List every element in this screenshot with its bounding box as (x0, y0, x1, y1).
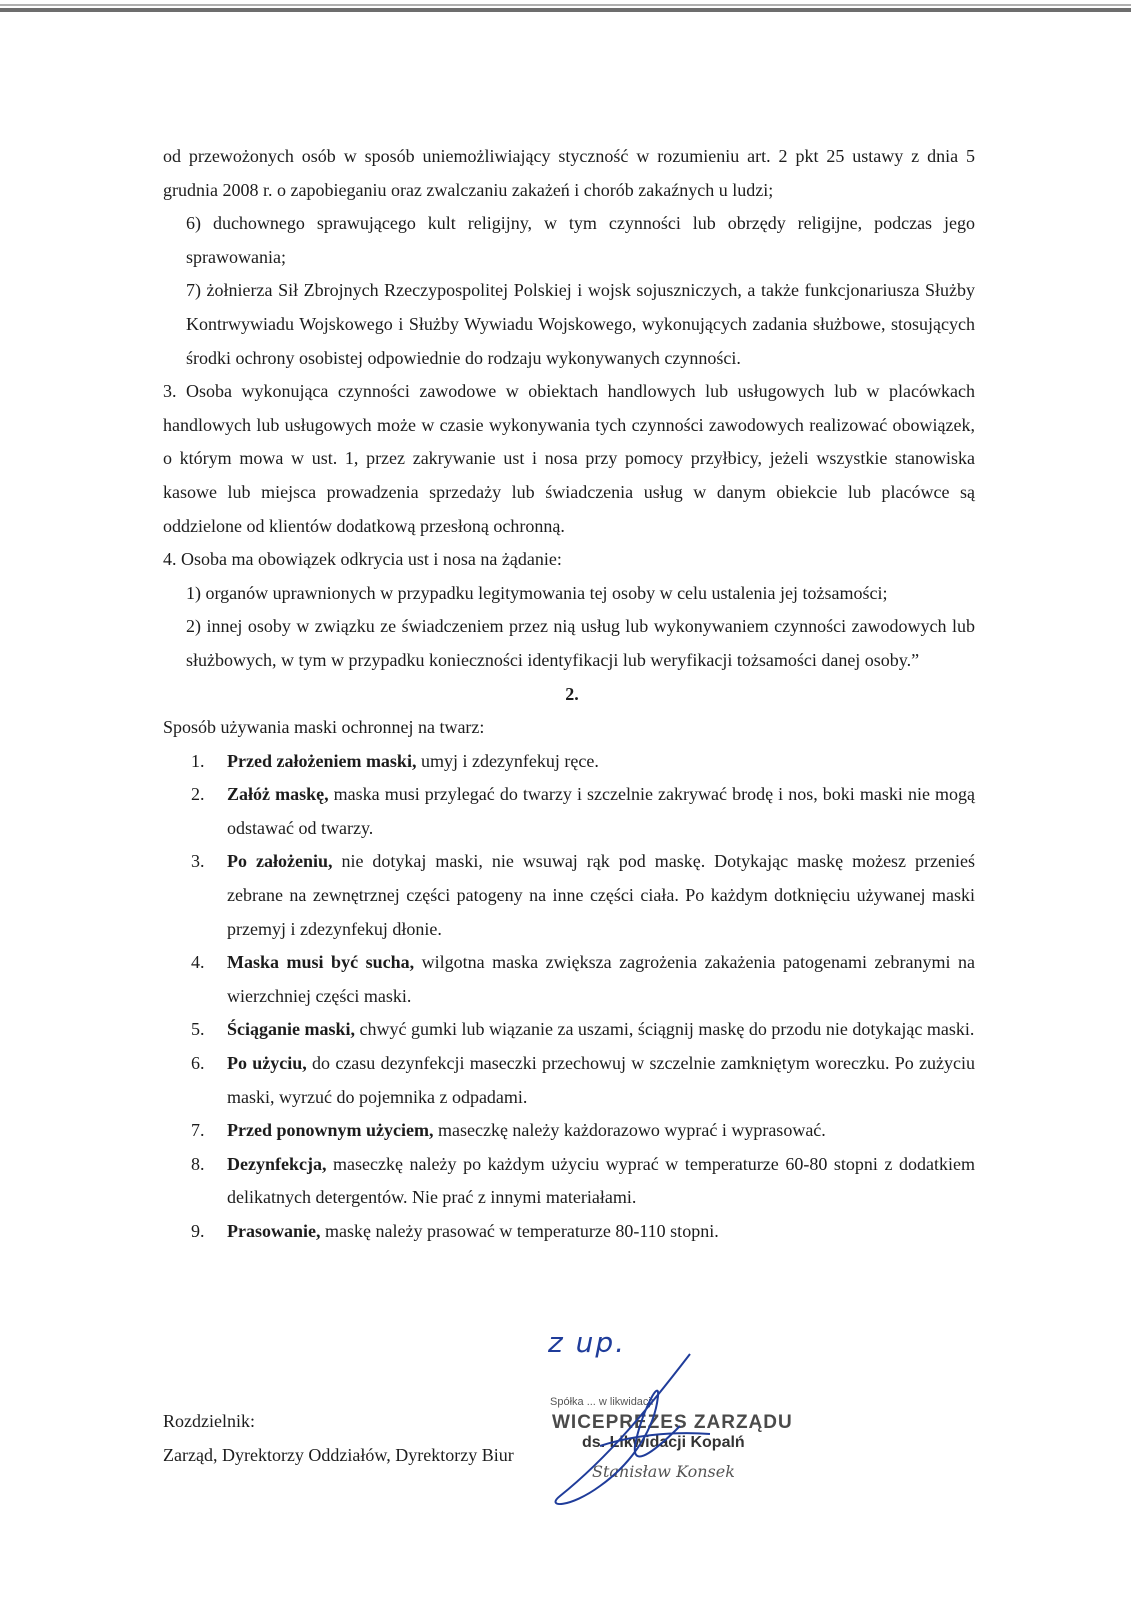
handwritten-note: z up. (548, 1326, 627, 1359)
distribution-block (163, 1404, 514, 1472)
signature-stamp (548, 1326, 808, 1516)
list-item (163, 1148, 975, 1215)
list-item-number: 4. (191, 952, 205, 973)
list-item-bold: Po założeniu, (227, 851, 333, 872)
list-item-bold: Dezynfekcja, (227, 1153, 327, 1174)
distribution-label: Rozdzielnik: (163, 1411, 255, 1431)
list-item-number: 7. (191, 1120, 205, 1141)
list-item-text: do czasu dezynfekcji maseczki przechowuj w szczelnie zamkniętym woreczku. Po zużyciu maski, wyrzuć do pojemnika z odpadami. (227, 1053, 976, 1107)
list-item (163, 745, 975, 779)
list-item-number: 6. (191, 1053, 205, 1074)
paragraph-item-7: 7) żołnierza Sił Zbrojnych Rzeczypospolitej Polskiej i wojsk sojuszniczych, a także funkcjonariusza Służby Kontrwywiadu Wojskowego i Służby Wywiadu Wojskowego, wykonujących zadania służbowe, stosujących środki ochrony osobistej odpowiednie do rodzaju wykonywanych czynności. (186, 280, 975, 368)
section-number: 2. (565, 683, 579, 704)
stamp-company-line: Spółka ... w likwidacji (550, 1396, 654, 1408)
list-item-bold: Prasowanie, (227, 1221, 321, 1241)
list-item-number: 2. (191, 784, 205, 805)
mask-instructions-list (163, 745, 975, 1249)
list-item-bold: Po użyciu, (227, 1053, 307, 1074)
list-item-bold: Przed ponownym użyciem, (227, 1120, 434, 1141)
section-heading: Sposób używania maski ochronnej na twarz: (163, 717, 485, 738)
list-item (163, 1013, 975, 1047)
list-item-number: 5. (191, 1019, 205, 1040)
list-item (163, 1114, 975, 1148)
list-item-text: umyj i zdezynfekuj ręce. (416, 750, 599, 771)
list-item (163, 1047, 975, 1114)
list-item-bold: Maska musi być sucha, (227, 952, 415, 973)
paragraph-section-4-item-2: 2) innej osoby w związku ze świadczeniem przez nią usług lub wykonywaniem czynności zawodowych lub służbowych, w tym w przypadku konieczności identyfikacji lub weryfikacji tożsamości danej osoby.” (186, 616, 975, 670)
list-item-text: maskę należy prasować w temperaturze 80-110 stopni. (320, 1221, 719, 1241)
list-item-text: wilgotna maska zwiększa zagrożenia zakażenia patogenami zebranymi na wierzchniej części maski. (227, 952, 975, 1006)
paragraph-section-4: 4. Osoba ma obowiązek odkrycia ust i nosa na żądanie: (163, 549, 562, 570)
paragraph-section-3: 3. Osoba wykonująca czynności zawodowe w obiektach handlowych lub usługowych lub w placówkach handlowych lub usługowych może w czasie wykonywania tych czynności zawodowych realizować obowiązek, o którym mowa w ust. 1, przez zakrywanie ust i nosa przy pomocy przyłbicy, jeżeli wszystkie stanowiska kasowe lub miejsca prowadzenia sprzedaży lub świadczenia usług w danym obiekcie lub placówce są oddzielone od klientów dodatkową przesłoną ochronną. (163, 381, 975, 536)
list-item-number: 1. (191, 750, 205, 771)
scan-edge-light (0, 4, 1131, 6)
list-item-bold: Przed założeniem maski, (227, 750, 417, 771)
paragraph-section-4-item-1: 1) organów uprawnionych w przypadku legitymowania tej osoby w celu ustalenia jej tożsamości; (186, 582, 888, 603)
list-item-bold: Załóż maskę, (227, 784, 329, 805)
list-item (163, 1215, 975, 1249)
list-item-text: chwyć gumki lub wiązanie za uszami, ściągnij maskę do przodu nie dotykając maski. (355, 1019, 975, 1040)
list-item-text: nie dotykaj maski, nie wsuwaj rąk pod maskę. Dotykając maskę możesz przenieś zebrane na zewnętrznej części patogeny na inne części ciała. Po każdym dotknięciu używanej maski przemyj i zdezynfekuj dłonie. (227, 851, 975, 939)
paragraph-continuation: od przewożonych osób w sposób uniemożliwiający styczność w rozumieniu art. 2 pkt 25 ustawy z dnia 5 grudnia 2008 r. o zapobieganiu oraz zwalczaniu zakażeń i chorób zakaźnych u ludzi; (163, 146, 975, 200)
list-item-number: 9. (191, 1221, 205, 1241)
list-item (163, 778, 975, 845)
stamp-name-line: Stanisław Konsek (592, 1462, 735, 1481)
list-item-number: 3. (191, 851, 205, 872)
list-item-text: maseczkę należy każdorazowo wyprać i wyprasować. (433, 1120, 826, 1141)
document-body (163, 140, 975, 1249)
scan-edge-dark (0, 8, 1131, 12)
list-item-bold: Ściąganie maski, (227, 1019, 356, 1040)
list-item (163, 946, 975, 1013)
signature-scribble (540, 1346, 740, 1526)
stamp-title-line: WICEPREZES ZARZĄDU (552, 1412, 793, 1433)
list-item-number: 8. (191, 1153, 205, 1174)
list-item (163, 845, 975, 946)
list-item-text: maska musi przylegać do twarzy i szczelnie zakrywać brodę i nos, boki maski nie mogą odstawać od twarzy. (227, 784, 975, 838)
paragraph-item-6: 6) duchownego sprawującego kult religijny, w tym czynności lub obrzędy religijne, podczas jego sprawowania; (186, 213, 975, 267)
stamp-department-line: ds. Likwidacji Kopalń (582, 1434, 745, 1451)
distribution-recipients: Zarząd, Dyrektorzy Oddziałów, Dyrektorzy Biur (163, 1445, 514, 1465)
list-item-text: maseczkę należy po każdym użyciu wyprać w temperaturze 60-80 stopni z dodatkiem delikatnych detergentów. Nie prać z innymi materiałami. (227, 1153, 975, 1208)
